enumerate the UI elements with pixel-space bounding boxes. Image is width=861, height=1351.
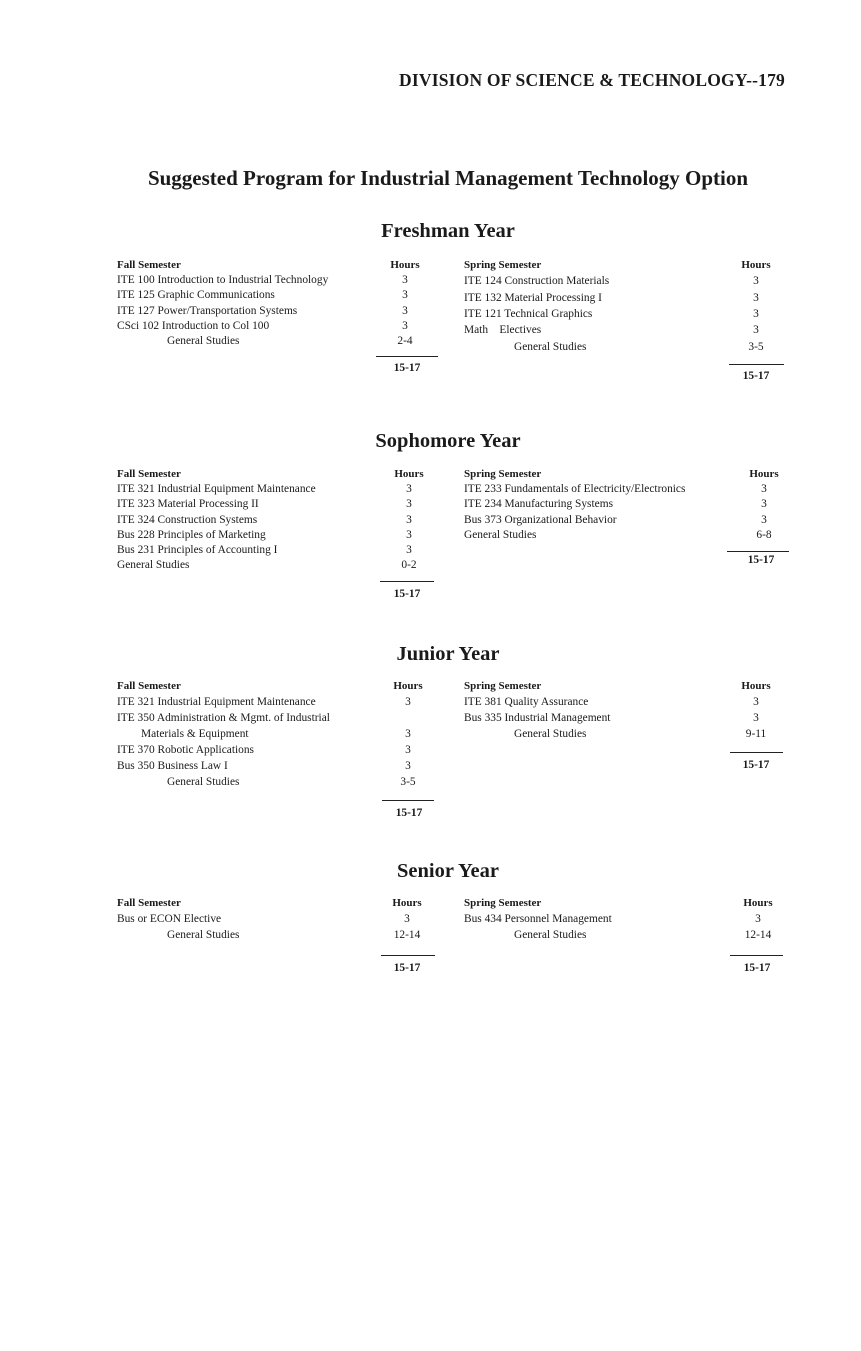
course-hours: 3	[404, 913, 410, 926]
semester-header: Spring Semester	[464, 680, 542, 692]
course-hours: 3	[761, 483, 767, 496]
list-item	[464, 726, 794, 742]
course-name: ITE 125 Graphic Communications	[117, 289, 275, 302]
list-item	[117, 482, 447, 497]
course-name: Materials & Equipment	[141, 728, 249, 741]
list-item	[117, 710, 447, 726]
list-item	[117, 742, 447, 758]
course-name: General Studies	[464, 528, 537, 541]
year-heading-sophomore: Sophomore Year	[375, 430, 521, 452]
list-item	[464, 528, 794, 543]
total-rule	[376, 356, 438, 357]
list-item	[464, 497, 794, 512]
course-name: Bus 228 Principles of Marketing	[117, 528, 266, 541]
senior-spring-semester	[464, 896, 794, 943]
year-heading-freshman: Freshman Year	[381, 220, 515, 242]
hours-header: Hours	[741, 259, 771, 271]
list-item	[117, 758, 447, 774]
freshman-fall-semester	[117, 258, 447, 349]
course-hours: 3	[753, 712, 759, 725]
list-item	[117, 304, 447, 319]
total-rule	[381, 955, 435, 956]
course-name: ITE 321 Industrial Equipment Maintenance	[117, 696, 316, 709]
hours-header: Hours	[393, 680, 423, 692]
course-name: ITE 234 Manufacturing Systems	[464, 498, 614, 511]
list-item	[464, 339, 794, 355]
course-name: Math Electives	[464, 324, 542, 337]
course-name: General Studies	[167, 334, 240, 347]
total-rule	[730, 752, 783, 753]
course-name: ITE 100 Introduction to Industrial Technology	[117, 274, 329, 287]
list-item	[117, 694, 447, 710]
list-item	[117, 911, 447, 927]
course-hours: 6-8	[756, 528, 772, 541]
course-name: CSci 102 Introduction to Col 100	[117, 319, 270, 332]
course-name: ITE 323 Material Processing II	[117, 498, 259, 511]
course-hours: 3	[402, 319, 408, 332]
list-item	[117, 319, 447, 334]
list-item	[117, 273, 447, 288]
course-hours: 3	[405, 760, 411, 773]
list-item	[117, 558, 447, 573]
course-name: General Studies	[167, 929, 240, 942]
course-hours: 3	[406, 483, 412, 496]
semester-header: Spring Semester	[464, 468, 542, 480]
course-name: General Studies	[514, 929, 587, 942]
semester-total: 15-17	[742, 759, 770, 771]
total-rule	[729, 364, 784, 365]
semester-total: 15-17	[395, 807, 423, 819]
course-hours: 3	[405, 728, 411, 741]
semester-header: Fall Semester	[117, 897, 181, 909]
course-name: ITE 124 Construction Materials	[464, 275, 610, 288]
total-rule	[727, 551, 789, 552]
course-hours: 3	[753, 291, 759, 304]
hours-header: Hours	[749, 468, 779, 480]
list-item	[464, 273, 794, 289]
course-hours: 3-5	[748, 340, 764, 353]
course-hours: 3	[406, 543, 412, 556]
semester-header: Fall Semester	[117, 680, 181, 692]
course-name: ITE 324 Construction Systems	[117, 513, 258, 526]
course-hours: 3	[406, 498, 412, 511]
course-hours: 3	[753, 275, 759, 288]
total-rule	[382, 800, 434, 801]
junior-fall-semester	[117, 679, 447, 790]
course-name: ITE 381 Quality Assurance	[464, 696, 589, 709]
hours-header: Hours	[394, 468, 424, 480]
semester-total: 15-17	[393, 588, 421, 600]
course-hours: 3	[753, 324, 759, 337]
semester-total: 15-17	[742, 370, 770, 382]
course-hours: 12-14	[393, 929, 421, 942]
list-item	[117, 334, 447, 349]
course-name: General Studies	[514, 728, 587, 741]
course-name: General Studies	[514, 340, 587, 353]
freshman-spring-semester	[464, 258, 794, 355]
list-item	[464, 290, 794, 306]
semester-total: 15-17	[743, 962, 771, 974]
course-name: ITE 127 Power/Transportation Systems	[117, 304, 298, 317]
course-name: Bus 350 Business Law I	[117, 760, 228, 773]
list-item	[464, 694, 794, 710]
list-item	[464, 513, 794, 528]
course-name: Bus 231 Principles of Accounting I	[117, 543, 278, 556]
course-name: General Studies	[117, 559, 190, 572]
course-name: ITE 350 Administration & Mgmt. of Industrial	[117, 712, 330, 725]
sophomore-spring-semester	[464, 467, 794, 543]
list-item	[464, 306, 794, 322]
course-hours: 3	[755, 913, 761, 926]
course-name: General Studies	[167, 776, 240, 789]
page-title: Suggested Program for Industrial Management Technology Option	[147, 166, 749, 190]
course-name: ITE 370 Robotic Applications	[117, 744, 254, 757]
list-item	[464, 322, 794, 338]
total-rule	[380, 581, 434, 582]
sophomore-fall-semester	[117, 467, 447, 573]
list-item	[117, 513, 447, 528]
list-item	[464, 911, 794, 927]
course-name: ITE 321 Industrial Equipment Maintenance	[117, 483, 316, 496]
course-name: ITE 121 Technical Graphics	[464, 307, 593, 320]
course-name: ITE 233 Fundamentals of Electricity/Electronics	[464, 483, 686, 496]
list-item	[117, 774, 447, 790]
semester-total: 15-17	[747, 554, 775, 566]
list-item	[117, 726, 447, 742]
course-hours: 12-14	[744, 929, 772, 942]
course-hours: 9-11	[745, 728, 767, 741]
list-item	[464, 710, 794, 726]
course-hours: 3	[405, 696, 411, 709]
course-hours: 3	[761, 513, 767, 526]
list-item	[117, 528, 447, 543]
list-item	[117, 927, 447, 943]
list-item	[117, 288, 447, 303]
semester-total: 15-17	[393, 962, 421, 974]
running-head: DIVISION OF SCIENCE & TECHNOLOGY--179	[399, 70, 785, 90]
course-hours: 2-4	[397, 334, 413, 347]
semester-header: Fall Semester	[117, 259, 181, 271]
senior-fall-semester	[117, 896, 447, 943]
course-hours: 0-2	[401, 559, 417, 572]
course-hours: 3	[753, 307, 759, 320]
semester-header: Spring Semester	[464, 259, 542, 271]
semester-header: Fall Semester	[117, 468, 181, 480]
course-name: Bus 373 Organizational Behavior	[464, 513, 617, 526]
course-name: Bus or ECON Elective	[117, 913, 222, 926]
hours-header: Hours	[743, 897, 773, 909]
list-item	[117, 497, 447, 512]
course-hours: 3	[406, 513, 412, 526]
list-item	[464, 927, 794, 943]
course-hours: 3	[402, 274, 408, 287]
course-hours: 3	[761, 498, 767, 511]
list-item	[117, 543, 447, 558]
course-hours: 3	[406, 528, 412, 541]
total-rule	[730, 955, 783, 956]
course-name: ITE 132 Material Processing I	[464, 291, 602, 304]
course-hours: 3	[405, 744, 411, 757]
course-hours: 3	[402, 289, 408, 302]
course-hours: 3-5	[400, 776, 416, 789]
list-item	[464, 482, 794, 497]
semester-header: Spring Semester	[464, 897, 542, 909]
year-heading-senior: Senior Year	[397, 860, 499, 882]
year-heading-junior: Junior Year	[396, 643, 500, 665]
hours-header: Hours	[390, 259, 420, 271]
course-name: Bus 335 Industrial Management	[464, 712, 611, 725]
hours-header: Hours	[741, 680, 771, 692]
course-hours: 3	[753, 696, 759, 709]
semester-total: 15-17	[393, 362, 421, 374]
course-hours: 3	[402, 304, 408, 317]
hours-header: Hours	[392, 897, 422, 909]
junior-spring-semester	[464, 679, 794, 742]
course-name: Bus 434 Personnel Management	[464, 913, 612, 926]
